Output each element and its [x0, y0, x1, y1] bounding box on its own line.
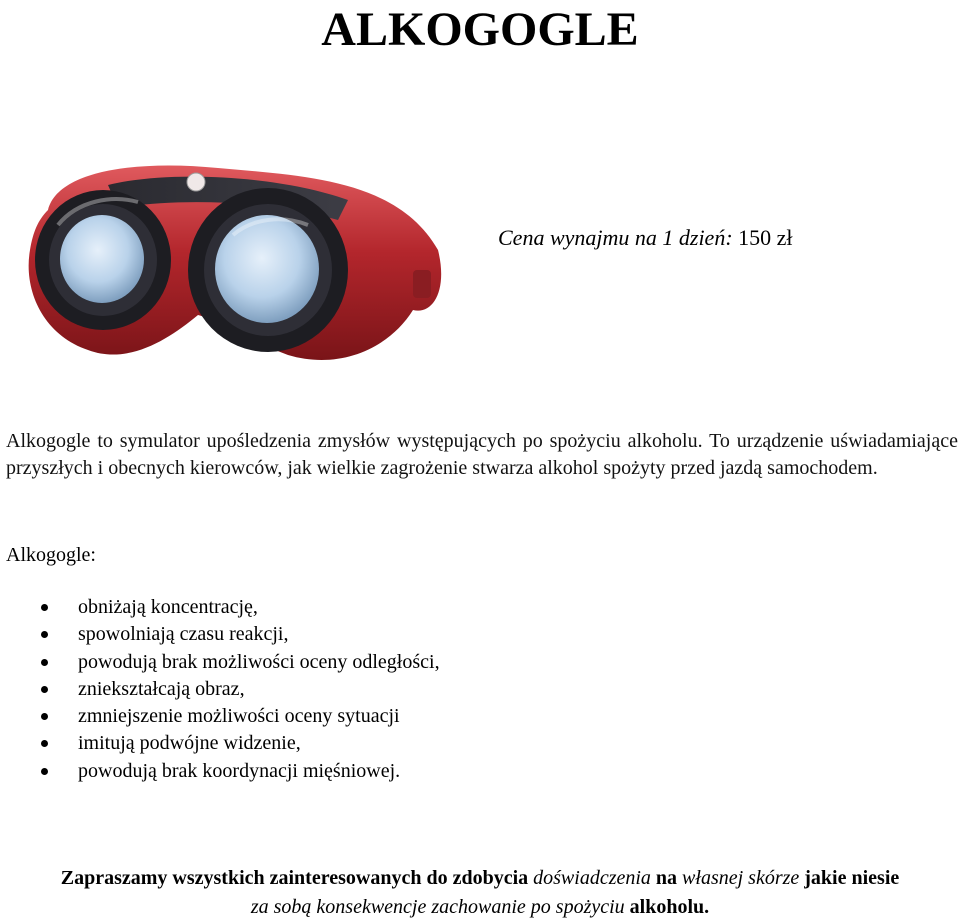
closing-invitation	[0, 864, 960, 922]
closing-text: na	[650, 867, 683, 889]
list-item-text: spowolniają czasu reakcji,	[78, 623, 289, 646]
closing-emphasis: doświadczenia	[533, 867, 651, 889]
price-value: 150 zł	[738, 225, 793, 250]
bullet-icon	[41, 713, 48, 720]
bullet-icon	[41, 604, 48, 611]
description-paragraph: Alkogogle to symulator upośledzenia zmysłów występujących po spożyciu alkoholu. To urządzenie uświadamiające przyszłych i obecnych kierowców, jak wielkie zagrożenie stwarza alkohol spożyty przed jazdą samochodem.	[6, 430, 958, 479]
list-item	[0, 649, 440, 676]
bullet-icon	[41, 659, 48, 666]
bullet-icon	[41, 768, 48, 775]
list-item-text: imitują podwójne widzenie,	[78, 732, 301, 755]
list-item	[0, 621, 440, 648]
goggles-icon	[18, 140, 458, 390]
list-item	[0, 676, 440, 703]
list-item	[0, 703, 440, 730]
list-item-text: powodują brak możliwości oceny odległości,	[78, 650, 440, 673]
effects-list	[0, 594, 440, 785]
closing-text: jakie niesie	[799, 867, 900, 889]
closing-emphasis: za sobą konsekwencje zachowanie po spożyciu	[250, 896, 625, 918]
list-item	[0, 758, 440, 785]
page-title: ALKOGOGLE	[321, 3, 639, 56]
rental-price	[498, 224, 793, 252]
bullet-icon	[41, 631, 48, 638]
closing-text: Zapraszamy wszystkich zainteresowanych do zdobycia	[60, 867, 534, 889]
bullet-icon	[41, 686, 48, 693]
goggles-image	[18, 140, 458, 390]
list-item-text: zmniejszenie możliwości oceny sytuacji	[78, 705, 400, 728]
list-item	[0, 730, 440, 757]
list-item	[0, 594, 440, 621]
list-item-text: zniekształcają obraz,	[78, 677, 245, 700]
closing-emphasis: własnej skórze	[682, 867, 800, 889]
effects-lead: Alkogogle:	[6, 544, 96, 566]
price-label: Cena wynajmu na 1 dzień:	[498, 225, 733, 250]
list-item-text: powodują brak koordynacji mięśniowej.	[78, 759, 401, 782]
closing-text: alkoholu.	[624, 896, 710, 918]
bullet-icon	[41, 740, 48, 747]
list-item-text: obniżają koncentrację,	[78, 596, 258, 618]
